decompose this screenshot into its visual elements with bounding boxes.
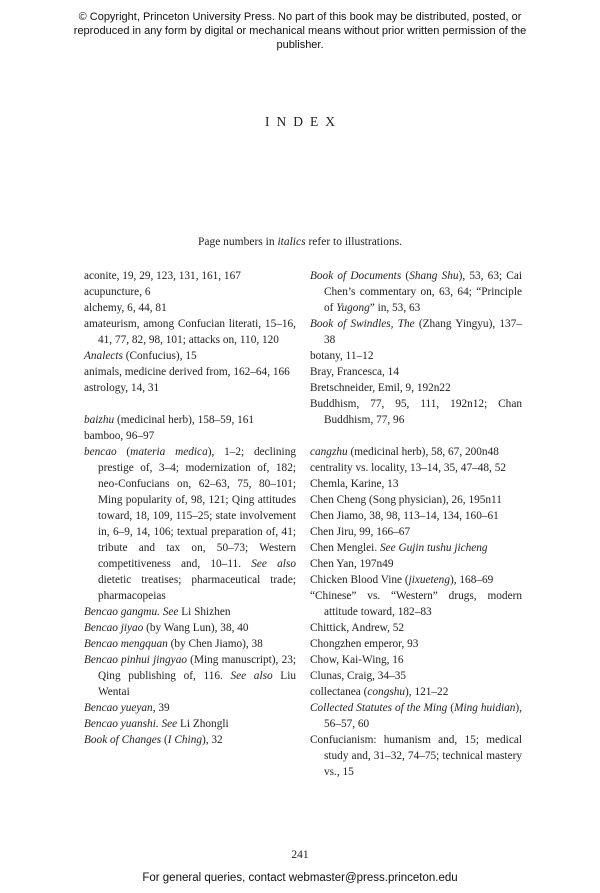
index-column-right (310, 268, 522, 780)
note-text-suffix: refer to illustrations. (305, 236, 403, 248)
index-entry: Bretschneider, Emil, 9, 192n22 (310, 382, 451, 394)
page-number: 241 (291, 849, 309, 861)
index-entry: bencao (materia medica), 1–2; declining prestige of, 3–4; modernization of, 182; neo-Confucians on, 62–63, 75, 80–101; Ming popularity of, 98, 121; Qing attitudes toward, 18, 109, 115–25; state involvement in, 6–9, 14, 106; textual preparation of, 41; tribute and tax on, 50–73; Western competitiveness and, 10–11. See also dietetic treatises; pharmaceutical trade; pharmacopeias (84, 446, 296, 602)
note-italic-word: italics (277, 236, 306, 248)
index-entry: Bencao mengquan (by Chen Jiamo), 38 (84, 638, 263, 650)
index-entry: Book of Documents (Shang Shu), 53, 63; Cai Chen’s commentary on, 63, 64; “Principle of Yugong” in, 53, 63 (310, 270, 522, 314)
index-entry: collectanea (congshu), 121–22 (310, 686, 449, 698)
index-entry: Book of Swindles, The (Zhang Yingyu), 137–38 (310, 318, 522, 346)
index-columns (0, 248, 600, 780)
index-entry: Bencao gangmu. See Li Shizhen (84, 606, 231, 618)
footer-query-note: For general queries, contact webmaster@press.princeton.edu (142, 872, 458, 884)
index-entry: Bencao pinhui jingyao (Ming manuscript), 23; Qing publishing of, 116. See also Liu Wentai (84, 654, 297, 698)
index-entry: Collected Statutes of the Ming (Ming huidian), 56–57, 60 (310, 702, 522, 730)
index-entry: bamboo, 96–97 (84, 430, 155, 442)
italics-note (0, 130, 600, 248)
index-entry: Chemla, Karine, 13 (310, 478, 399, 490)
index-entry: aconite, 19, 29, 123, 131, 161, 167 (84, 270, 241, 282)
index-entry: centrality vs. locality, 13–14, 35, 47–48, 52 (310, 462, 506, 474)
index-entry: Analects (Confucius), 15 (84, 350, 197, 362)
index-entry: baizhu (medicinal herb), 158–59, 161 (84, 414, 255, 426)
copyright-notice: © Copyright, Princeton University Press. No part of this book may be distributed, posted, or reproduced in any form by digital or mechanical means without prior written permission of the publisher. (73, 11, 527, 51)
index-entry: astrology, 14, 31 (84, 382, 160, 394)
index-entry: Chen Yan, 197n49 (310, 558, 394, 570)
index-entry: Chen Menglei. See Gujin tushu jicheng (310, 542, 488, 554)
index-entry: Bencao yueyan, 39 (84, 702, 170, 714)
index-entry: Chen Jiamo, 38, 98, 113–14, 134, 160–61 (310, 510, 499, 522)
index-entry: Book of Changes (I Ching), 32 (84, 734, 223, 746)
index-entry: Buddhism, 77, 95, 111, 192n12; Chan Buddhism, 77, 96 (310, 398, 522, 426)
index-entry: Chittick, Andrew, 52 (310, 622, 405, 634)
index-entry: Chen Jiru, 99, 166–67 (310, 526, 411, 538)
index-entry: Chongzhen emperor, 93 (310, 638, 419, 650)
page-title: INDEX (265, 114, 342, 129)
index-entry: alchemy, 6, 44, 81 (84, 302, 167, 314)
note-text-prefix: Page numbers in (197, 236, 278, 248)
index-entry: botany, 11–12 (310, 350, 374, 362)
index-entry: Confucianism: humanism and, 15; medical study and, 31–32, 74–75; technical mastery vs., 15 (310, 734, 522, 778)
index-entry: Clunas, Craig, 34–35 (310, 670, 407, 682)
index-entry: animals, medicine derived from, 162–64, 166 (84, 366, 290, 378)
index-entry: Bencao jiyao (by Wang Lun), 38, 40 (84, 622, 249, 634)
index-entry: cangzhu (medicinal herb), 58, 67, 200n48 (310, 446, 499, 458)
index-entry: “Chinese” vs. “Western” drugs, modern attitude toward, 182–83 (310, 590, 522, 618)
index-entry: acupuncture, 6 (84, 286, 151, 298)
index-entry: Chen Cheng (Song physician), 26, 195n11 (310, 494, 502, 506)
index-entry: Bencao yuanshi. See Li Zhongli (84, 718, 229, 730)
index-entry: Chicken Blood Vine (jixueteng), 168–69 (310, 574, 494, 586)
index-entry: Chow, Kai-Wing, 16 (310, 654, 404, 666)
index-column-left (84, 268, 296, 780)
index-entry: Bray, Francesca, 14 (310, 366, 399, 378)
index-entry: amateurism, among Confucian literati, 15–16, 41, 77, 82, 98, 101; attacks on, 110, 120 (84, 318, 296, 346)
